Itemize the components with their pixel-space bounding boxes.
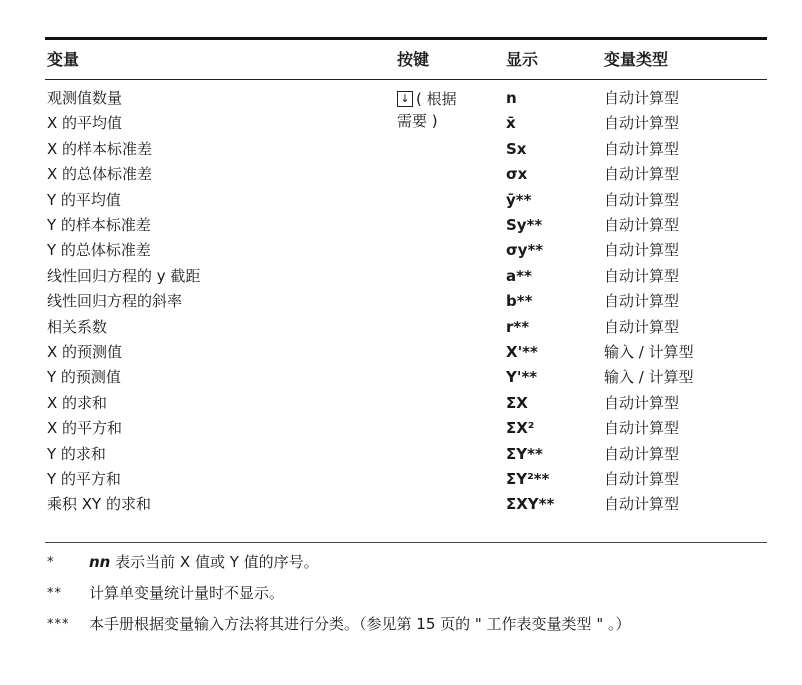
row-display: ΣY** (506, 444, 543, 463)
row-display: ΣX² (506, 419, 535, 438)
row-display: σy** (506, 241, 544, 260)
row-type: 自动计算型 (604, 190, 680, 209)
row-display: b** (506, 292, 533, 311)
row-display: Y'** (506, 368, 538, 387)
table-bottom-rule (45, 542, 767, 543)
row-display: ΣY²** (506, 470, 550, 488)
row-variable: Y 的平方和 (47, 470, 121, 488)
row-display: Sx (506, 139, 527, 158)
header-variable: 变量 (47, 50, 80, 69)
row-variable: X 的总体标准差 (47, 165, 153, 184)
row-display: x̄ (506, 114, 516, 133)
row-type: 自动计算型 (604, 470, 680, 488)
row-type: 自动计算型 (604, 114, 680, 133)
row-type: 自动计算型 (604, 292, 680, 311)
row-display: X'** (506, 343, 538, 361)
header-key: 按键 (397, 50, 430, 69)
row-type: 输入 / 计算型 (604, 343, 694, 361)
footnotes (45, 552, 767, 645)
footnote: *** 本手册根据变量输入方法将其进行分类。（参见第 15 页的 " 工作表变量类型 " 。） (47, 615, 631, 633)
row-variable: Y 的样本标准差 (47, 216, 151, 234)
row-variable: X 的预测值 (47, 343, 123, 361)
row-type: 自动计算型 (604, 139, 680, 158)
row-display: n (506, 89, 517, 107)
key-note-line2: 需要 ) (397, 112, 438, 130)
row-variable: Y 的求和 (47, 444, 106, 463)
row-display: σx (506, 165, 528, 184)
row-display: ȳ** (506, 190, 532, 209)
key-cell (397, 88, 457, 132)
header-display: 显示 (506, 50, 539, 69)
row-type: 自动计算型 (604, 266, 680, 285)
row-type: 自动计算型 (604, 317, 680, 336)
row-type: 自动计算型 (604, 495, 680, 514)
row-type: 自动计算型 (604, 419, 680, 438)
footnote: ** 计算单变量统计量时不显示。 (47, 584, 285, 602)
footnote-mark: *** (47, 617, 70, 632)
row-display: Sy** (506, 216, 543, 234)
row-type: 自动计算型 (604, 89, 680, 107)
key-note-line1: ( 根据 (416, 90, 457, 108)
row-variable: X 的求和 (47, 393, 108, 412)
footnote-mark: * (47, 555, 55, 570)
row-display: ΣX (506, 393, 528, 412)
row-variable: X 的样本标准差 (47, 139, 153, 158)
row-display: ΣXY** (506, 495, 555, 514)
row-variable: 观测值数量 (47, 89, 123, 107)
row-variable: Y 的预测值 (47, 368, 121, 387)
footnote-mark: ** (47, 586, 62, 601)
row-variable: 相关系数 (47, 317, 108, 336)
row-type: 自动计算型 (604, 393, 680, 412)
row-variable: 线性回归方程的斜率 (47, 292, 183, 311)
row-type: 自动计算型 (604, 444, 680, 463)
row-variable: X 的平方和 (47, 419, 123, 438)
row-variable: 乘积 XY 的求和 (47, 495, 151, 514)
row-type: 自动计算型 (604, 241, 680, 260)
row-type: 输入 / 计算型 (604, 368, 694, 387)
row-variable: Y 的平均值 (47, 190, 121, 209)
row-type: 自动计算型 (604, 165, 680, 184)
row-variable: Y 的总体标准差 (47, 241, 151, 260)
row-type: 自动计算型 (604, 216, 680, 234)
table-header-rule (45, 79, 767, 80)
row-variable: 线性回归方程的 y 截距 (47, 266, 201, 285)
down-arrow-key-icon: ↓ (397, 91, 413, 107)
row-variable: X 的平均值 (47, 114, 123, 133)
row-display: a** (506, 266, 532, 285)
table-top-rule (45, 37, 767, 40)
header-type: 变量类型 (604, 50, 669, 69)
row-display: r** (506, 317, 530, 336)
footnote: * nn 表示当前 X 值或 Y 值的序号。 (47, 553, 319, 571)
